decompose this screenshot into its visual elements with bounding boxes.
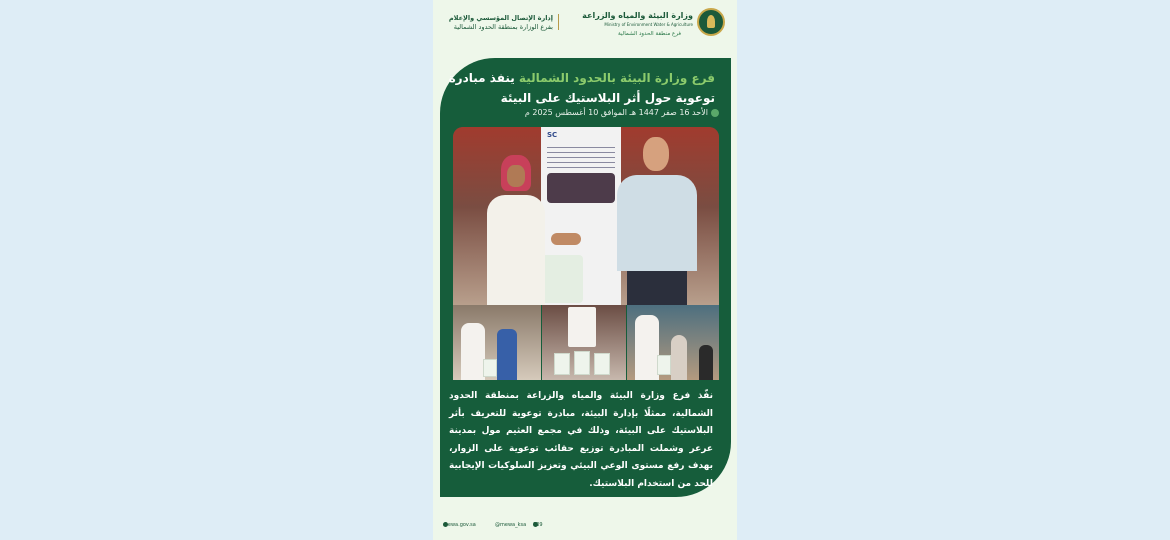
thumbnail-photo-3 bbox=[627, 305, 719, 380]
poster-header bbox=[433, 0, 737, 52]
phone-text: 939 bbox=[533, 522, 543, 528]
person-right-legs bbox=[627, 271, 687, 305]
news-date bbox=[525, 108, 719, 117]
thumb3-person-a bbox=[635, 315, 659, 380]
header-divider bbox=[558, 14, 559, 30]
website-text: mewa.gov.sa bbox=[443, 522, 476, 528]
thumb1-bag bbox=[483, 359, 497, 377]
thumbnail-photo-1 bbox=[453, 305, 541, 380]
person-right-face bbox=[643, 137, 669, 171]
thumb3-child-b bbox=[699, 345, 713, 380]
person-left-body bbox=[487, 195, 545, 305]
title-highlight: فرع وزارة البيئة بالحدود الشمالية bbox=[518, 71, 715, 85]
person-right-body bbox=[617, 175, 697, 271]
thumb3-bag bbox=[657, 355, 671, 375]
news-body: نفّذ فرع وزارة البيئة والمياه والزراعة بمنطقة الحدود الشمالية، ممثلًا بإدارة البيئة، مبادرة توعوية للتعريف بأثر البلاستيك على البيئة، وذلك في مجمع العثيم مول بمدينة عرعر وشملت المبادرة توزيع حقائب توعوية على الزوار، بهدف رفع مستوى الوعي البيئي وتعزيز السلوكيات الإيجابية للحد من استخدام البلاستيك. bbox=[449, 391, 713, 489]
person-left-face bbox=[507, 165, 525, 187]
banner-image bbox=[547, 173, 615, 203]
thumb2-bag-1 bbox=[554, 353, 570, 375]
news-poster bbox=[433, 0, 737, 540]
banner-logo-text: SC bbox=[547, 131, 558, 139]
thumb1-person-a bbox=[461, 323, 485, 380]
handshake bbox=[551, 233, 581, 245]
thumb3-child bbox=[671, 335, 687, 380]
date-text: الأحد 16 صفر 1447 هـ الموافق 10 أغسطس 2025 م bbox=[524, 108, 708, 117]
branch-name: فرع منطقة الحدود الشمالية bbox=[617, 31, 681, 37]
thumb2-bag-2 bbox=[574, 351, 590, 375]
thumb2-bag-3 bbox=[594, 353, 610, 375]
department-line-1: إدارة الإتصال المؤسسي والإعلام bbox=[448, 14, 553, 22]
department-line-2: بفرع الوزارة بمنطقة الحدود الشمالية bbox=[453, 23, 553, 31]
thumbnail-photo-2 bbox=[542, 305, 626, 380]
ministry-logo-icon bbox=[697, 8, 725, 36]
ministry-name-ar: وزارة البيئة والمياه والزراعة bbox=[582, 11, 693, 20]
thumb1-person-b bbox=[497, 329, 517, 380]
news-title bbox=[445, 68, 715, 108]
date-dot-icon bbox=[711, 109, 719, 117]
news-card bbox=[440, 58, 731, 497]
handle-text: @mewa_ksa bbox=[495, 522, 527, 528]
main-photo bbox=[453, 127, 719, 305]
thumb2-banner bbox=[568, 307, 596, 347]
banner-text-lines bbox=[547, 147, 615, 169]
photo-strip bbox=[453, 305, 719, 380]
title-rest: ينفذ مبادرة توعوية حول أثر البلاستيك على البيئة bbox=[448, 71, 715, 105]
person-right bbox=[613, 137, 701, 305]
person-left bbox=[481, 155, 549, 305]
ministry-name-en: Ministry of Environment Water & Agriculture bbox=[604, 22, 693, 27]
